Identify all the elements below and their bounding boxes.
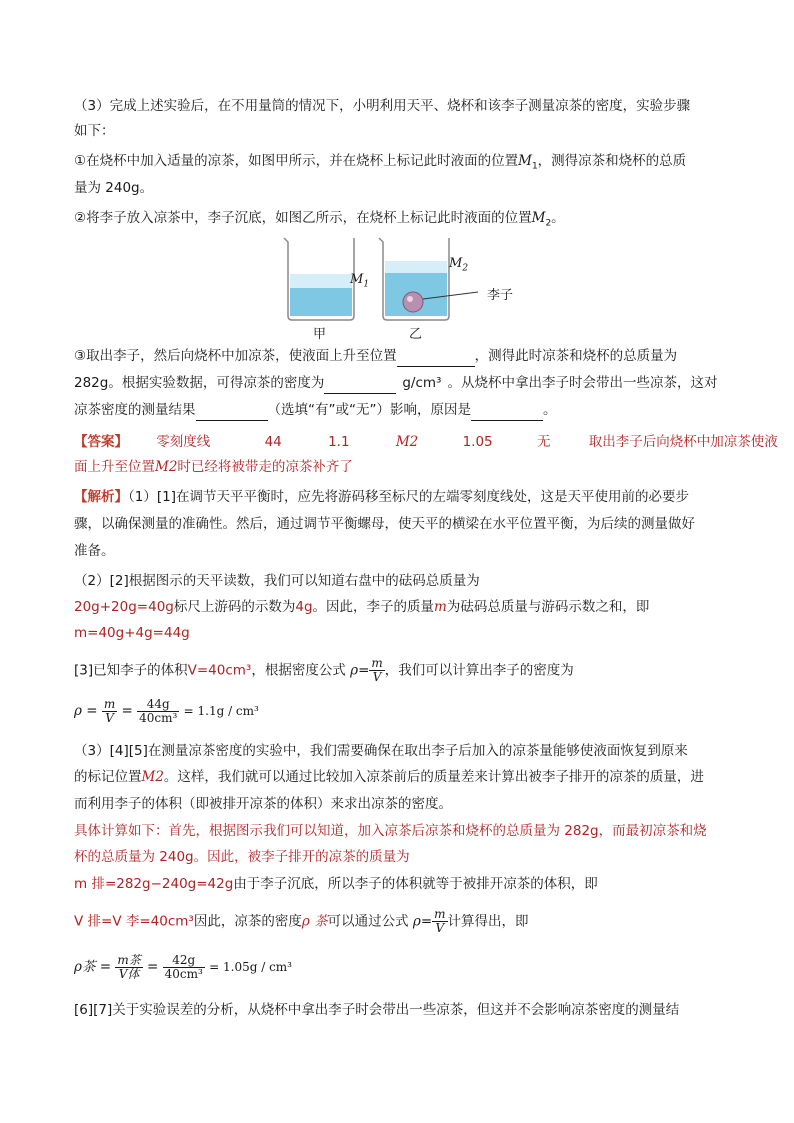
text: [6][7]关于实验误差的分析，从烧杯中拿出李子时会带出一些凉茶，但这并不会影响凉茶密度的测量结	[74, 1002, 680, 1018]
text: 可以通过公式	[327, 913, 409, 930]
text: （2）[2]根据图示的天平读数，我们可以知道右盘中的砝码总质量为	[74, 573, 480, 589]
analysis-line	[74, 514, 695, 534]
analysis-line	[74, 571, 480, 591]
text: 因此，凉茶的密度	[193, 913, 302, 930]
text: 而利用李子的体积（即被排开凉茶的体积）来求出凉茶的密度。	[74, 796, 452, 812]
answer-item: 零刻度线	[156, 434, 211, 450]
m1-subscript: 1	[531, 161, 538, 172]
answer-blank[interactable]	[397, 346, 475, 367]
analysis-line	[74, 741, 688, 761]
fraction	[115, 954, 142, 981]
text: 。从烧杯中拿出李子时会带出一些凉茶，这对	[447, 375, 718, 391]
text: 为砝码总质量与游码示数之和，即	[446, 599, 650, 615]
text: 凉茶密度的测量结果	[74, 402, 196, 418]
plum-highlight	[407, 296, 413, 302]
analysis-line	[74, 874, 598, 894]
analysis-line	[74, 1000, 679, 1020]
analysis-tag: 【解析】	[74, 489, 128, 505]
text: ，根据密度公式	[251, 662, 346, 679]
fraction	[432, 908, 447, 935]
text: 具体计算如下：首先，根据图示我们可以知道，加入凉茶后凉茶和烧杯的总质量为 282g，而最初凉茶和烧	[74, 823, 707, 839]
m1-sub: 1	[363, 279, 370, 290]
m2-sub: 2	[462, 263, 469, 274]
liquid-surface-yi	[385, 261, 447, 273]
text: ②将李子放入凉茶中，李子沉底，如图乙所示，在烧杯上标记此时液面的位置	[74, 210, 532, 226]
frac-num: m	[371, 656, 383, 670]
analysis-line	[74, 487, 689, 507]
plum-label: 李子	[487, 288, 514, 303]
text: ，测得凉茶和烧杯的总质	[537, 153, 687, 169]
answer-blank[interactable]	[324, 373, 396, 394]
result: = 1.1g / cm³	[183, 704, 259, 718]
text: 282g。根据实验数据，可得凉茶的密度为	[74, 375, 325, 391]
frac-num: m茶	[117, 953, 141, 967]
analysis-line: [3]已知李子的体积V=40cm³，根据密度公式 ρ= $\frac{m}{V}$ ，我们可以计算出李子的密度为	[74, 656, 574, 684]
step-1-line	[74, 151, 686, 177]
frac-den: V	[105, 711, 114, 725]
red-formula: 20g+20g=40g	[74, 599, 174, 615]
red-formula: 4g	[295, 599, 313, 615]
text: 计算得出，即	[447, 913, 529, 930]
red-formula: m 排=282g−240g=42g	[74, 876, 234, 892]
red-formula: m=40g+4g=44g	[74, 625, 190, 641]
analysis-line	[74, 821, 707, 841]
rho-symbol: ρ	[350, 662, 359, 679]
frac-num: m	[434, 907, 446, 921]
m2-symbol: M2	[141, 769, 164, 785]
result: = 1.05g / cm³	[209, 960, 292, 974]
answer-item: 1.05	[462, 434, 493, 450]
answer-blank[interactable]	[471, 400, 543, 421]
equation-2: ρ茶 = $\frac{\text{m茶}}{\text{V体}}$ = $\frac{42g}{\text{40cm³}}$ = 1.05g / cm³	[74, 953, 292, 981]
answer-tag: 【答案】	[74, 434, 128, 450]
frac-den: V	[372, 670, 382, 684]
question-text-line	[74, 121, 115, 141]
step-3-line	[74, 346, 677, 367]
text: 面上升至位置	[74, 459, 155, 475]
liquid-surface-jia	[290, 274, 352, 288]
m1-label	[350, 272, 369, 290]
text: 。因此，李子的质量	[312, 599, 435, 615]
frac-num: 44g	[137, 698, 179, 712]
text: 骤，以确保测量的准确性。然后，通过调节平衡螺母，使天平的横梁在水平位置平衡，为后续的测量做好	[74, 516, 695, 532]
beaker-label-yi: 乙	[409, 327, 423, 342]
m2-label	[449, 256, 468, 274]
text: 时已经将被带走的凉茶补齐了	[177, 459, 353, 475]
rho-symbol: ρ茶	[74, 959, 96, 975]
red-formula: V 排=V 李=40cm³	[74, 913, 194, 930]
density-fraction	[369, 657, 384, 684]
m2-subscript: 2	[545, 218, 552, 229]
beaker-label-jia: 甲	[313, 327, 327, 342]
rho-symbol: ρ 茶	[301, 913, 328, 930]
beaker-figure	[278, 234, 538, 344]
m2-letter: M	[449, 256, 463, 271]
text: 由于李子沉底，所以李子的体积就等于被排开凉茶的体积，即	[233, 876, 598, 892]
answer-line-2	[74, 457, 353, 477]
analysis-line	[74, 623, 190, 643]
text: 如下：	[74, 123, 115, 139]
text: （1）[1]在调节天平平衡时，应先将游码移至标尺的左端零刻度线处，这是天平使用前的必要步	[128, 489, 689, 505]
text: ，我们可以计算出李子的密度为	[384, 662, 574, 679]
text: 准备。	[74, 543, 115, 559]
analysis-line	[74, 794, 452, 814]
answer-item: 无	[536, 434, 551, 450]
answer-item: M2	[395, 434, 419, 450]
step-3-line-3	[74, 400, 556, 421]
text: ，测得此时凉茶和烧杯的总质量为	[474, 348, 678, 364]
m1-letter: M	[350, 272, 364, 287]
fraction	[137, 698, 179, 725]
m2-symbol: M	[531, 210, 546, 226]
fraction	[102, 698, 117, 725]
text: 杯的总质量为 240g。因此，被李子排开的凉茶的质量为	[74, 849, 410, 865]
step-3-line-2	[74, 373, 717, 394]
analysis-line	[74, 847, 410, 867]
text: 。	[551, 210, 565, 226]
rho-symbol: ρ	[412, 913, 421, 930]
beaker-jia	[284, 238, 354, 320]
text: 标尺上游码的示数为	[173, 599, 296, 615]
answer-blank[interactable]	[196, 400, 268, 421]
m-symbol: m	[434, 599, 447, 615]
text: （3）[4][5]在测量凉茶密度的实验中，我们需要确保在取出李子后加入的凉茶量能够使液面恢复到原来	[74, 743, 688, 759]
frac-den: V体	[118, 967, 140, 981]
text: ①在烧杯中加入适量的凉茶，如图甲所示，并在烧杯上标记此时液面的位置	[74, 153, 519, 169]
step-2-line	[74, 208, 565, 234]
answer-reason: 取出李子后向烧杯中加凉茶使液	[588, 434, 778, 450]
question-text-line	[74, 96, 690, 116]
analysis-line: V 排=V 李=40cm³因此，凉茶的密度ρ 茶可以通过公式 ρ= $\frac{m}{V}$ 计算得出，即	[74, 907, 529, 935]
answer-item: 44	[264, 434, 282, 450]
frac-num: 42g	[163, 954, 205, 968]
text: 。这样，我们就可以通过比较加入凉茶前后的质量差来计算出被李子排开的凉茶的质量，进	[163, 769, 704, 785]
m2-symbol: M2	[155, 459, 178, 475]
plum-icon	[403, 292, 423, 312]
text: [3]已知李子的体积	[74, 662, 188, 679]
text: （选填“有”或“无”）影响，原因是	[267, 402, 471, 418]
analysis-line	[74, 767, 704, 787]
answer-line	[74, 432, 778, 452]
rho-symbol: ρ	[74, 703, 82, 719]
frac-den: 40cm³	[164, 967, 203, 981]
unit: g/cm³	[402, 375, 442, 391]
red-formula: V=40cm³	[187, 662, 252, 679]
text: ③取出李子，然后向烧杯中加凉茶，使液面上升至位置	[74, 348, 397, 364]
text: 。	[542, 402, 557, 418]
frac-den: V	[435, 921, 445, 935]
text: 的标记位置	[74, 769, 142, 785]
beaker-yi	[379, 238, 478, 320]
equation-1: ρ = $\frac{m}{V}$ = $\frac{44g}{\text{40cm³}}$ = 1.1g / cm³	[74, 697, 259, 725]
fraction	[163, 954, 205, 981]
analysis-line	[74, 597, 649, 617]
text: （3）完成上述实验后，在不用量筒的情况下，小明利用天平、烧杯和该李子测量凉茶的密度，实验步骤	[74, 98, 691, 114]
analysis-line	[74, 541, 115, 561]
frac-den: 40cm³	[139, 711, 178, 725]
frac-num: m	[103, 697, 116, 711]
text: 量为 240g。	[74, 180, 154, 196]
step-1-line-2	[74, 178, 153, 198]
m1-symbol: M	[518, 153, 532, 169]
answer-item: 1.1	[328, 434, 350, 450]
